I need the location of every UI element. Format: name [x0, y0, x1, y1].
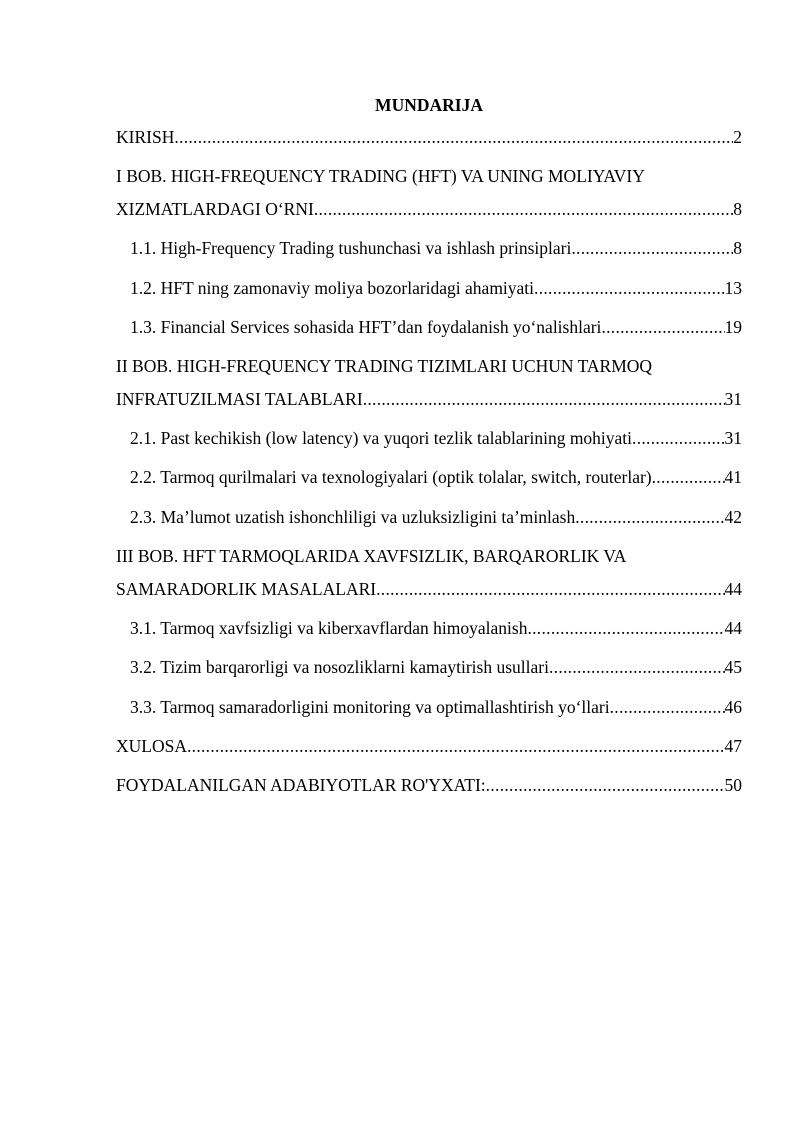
toc-entry-label: 3.3. Tarmoq samaradorligini monitoring va optimallashtirish yo‘llari — [130, 696, 610, 717]
toc-page-number: 31 — [724, 428, 742, 449]
toc-chapter-3 — [116, 576, 742, 615]
toc-chapter-1 — [116, 196, 742, 235]
toc-entry-label: KIRISH — [116, 127, 175, 147]
toc-entry-label: XULOSA — [116, 735, 187, 756]
toc-entry-label: 2.1. Past kechikish (low latency) va yuqori tezlik talablarining mohiyati — [130, 428, 633, 449]
toc-leader-dots — [652, 464, 725, 490]
toc-entry-label: 1.1. High-Frequency Trading tushunchasi va ishlash prinsiplari — [130, 238, 572, 259]
toc-page-number: 47 — [724, 735, 742, 756]
toc-page-number: 42 — [724, 506, 742, 527]
toc-entry-label: 2.3. Ma’lumot uzatish ishonchliligi va uzluksizligini ta’minlash — [130, 506, 576, 527]
toc-leader-dots — [376, 576, 724, 602]
toc-entry-kirish — [116, 124, 742, 163]
toc-leader-dots — [187, 733, 725, 759]
toc-leader-dots — [601, 314, 724, 340]
toc-section-2-1 — [116, 425, 742, 464]
toc-section-2-2 — [116, 464, 742, 503]
toc-entry-label: 1.3. Financial Services sohasida HFT’dan foydalanish yo‘nalishlari — [130, 316, 602, 337]
toc-entry-label: 3.2. Tizim barqarorligi va nosozliklarni kamaytirish usullari — [130, 657, 549, 678]
toc-entry-label: 1.2. HFT ning zamonaviy moliya bozorlaridagi ahamiyati — [130, 277, 535, 298]
toc-section-3-1 — [116, 615, 742, 654]
toc-page-number: 8 — [733, 238, 742, 259]
toc-entry-xulosa — [116, 733, 742, 772]
toc-leader-dots — [575, 504, 724, 530]
toc-entry-label: III BOB. HFT TARMOQLARIDA XAVFSIZLIK, BARQARORLIK VA — [116, 546, 627, 567]
toc-entry-label: INFRATUZILMASI TALABLARI — [116, 388, 363, 409]
toc-chapter-1-heading — [116, 163, 742, 196]
toc-page-number: 19 — [724, 316, 742, 337]
toc-page-number: 45 — [724, 657, 742, 678]
toc-title: MUNDARIJA — [375, 95, 483, 115]
toc-leader-dots — [549, 654, 725, 680]
toc-entry-label: FOYDALANILGAN ADABIYOTLAR RO'YXATI: — [116, 775, 486, 796]
toc-entry-label: 3.1. Tarmoq xavfsizligi va kiberxavflardan himoyalanish — [130, 618, 528, 639]
toc-entry-label: XIZMATLARDAGI O‘RNI — [116, 198, 314, 219]
toc-page-number: 2 — [733, 127, 742, 147]
toc-chapter-2-heading — [116, 353, 742, 386]
toc-page-number: 44 — [724, 618, 742, 639]
toc-page-number: 31 — [724, 388, 742, 409]
toc-page-number: 41 — [724, 467, 742, 488]
toc-chapter-2 — [116, 386, 742, 425]
toc-leader-dots — [314, 196, 733, 222]
toc-page-number: 13 — [724, 277, 742, 298]
toc-section-1-1 — [116, 235, 742, 274]
toc-entry-references — [116, 772, 742, 811]
toc-page-number: 44 — [724, 578, 742, 599]
toc-entry-label: II BOB. HIGH-FREQUENCY TRADING TIZIMLARI UCHUN TARMOQ — [116, 356, 653, 377]
toc-section-1-2 — [116, 275, 742, 314]
toc-section-3-2 — [116, 654, 742, 693]
toc-page-number: 46 — [724, 696, 742, 717]
toc-section-1-3 — [116, 314, 742, 353]
table-of-contents — [116, 124, 742, 812]
toc-chapter-3-heading — [116, 543, 742, 576]
toc-page-number: 50 — [724, 775, 742, 796]
toc-leader-dots — [486, 772, 725, 798]
toc-section-3-3 — [116, 694, 742, 733]
toc-leader-dots — [174, 124, 733, 150]
toc-leader-dots — [363, 386, 725, 412]
toc-leader-dots — [571, 235, 733, 261]
toc-leader-dots — [632, 425, 724, 451]
toc-leader-dots — [534, 275, 724, 301]
toc-entry-label: SAMARADORLIK MASALALARI — [116, 578, 377, 599]
toc-leader-dots — [527, 615, 724, 641]
toc-entry-label: 2.2. Tarmoq qurilmalari va texnologiyalari (optik tolalar, switch, routerlar) — [130, 467, 652, 488]
toc-leader-dots — [610, 694, 725, 720]
toc-entry-label: I BOB. HIGH-FREQUENCY TRADING (HFT) VA UNING MOLIYAVIY — [116, 166, 645, 187]
toc-page-number: 8 — [733, 198, 742, 219]
toc-section-2-3 — [116, 504, 742, 543]
